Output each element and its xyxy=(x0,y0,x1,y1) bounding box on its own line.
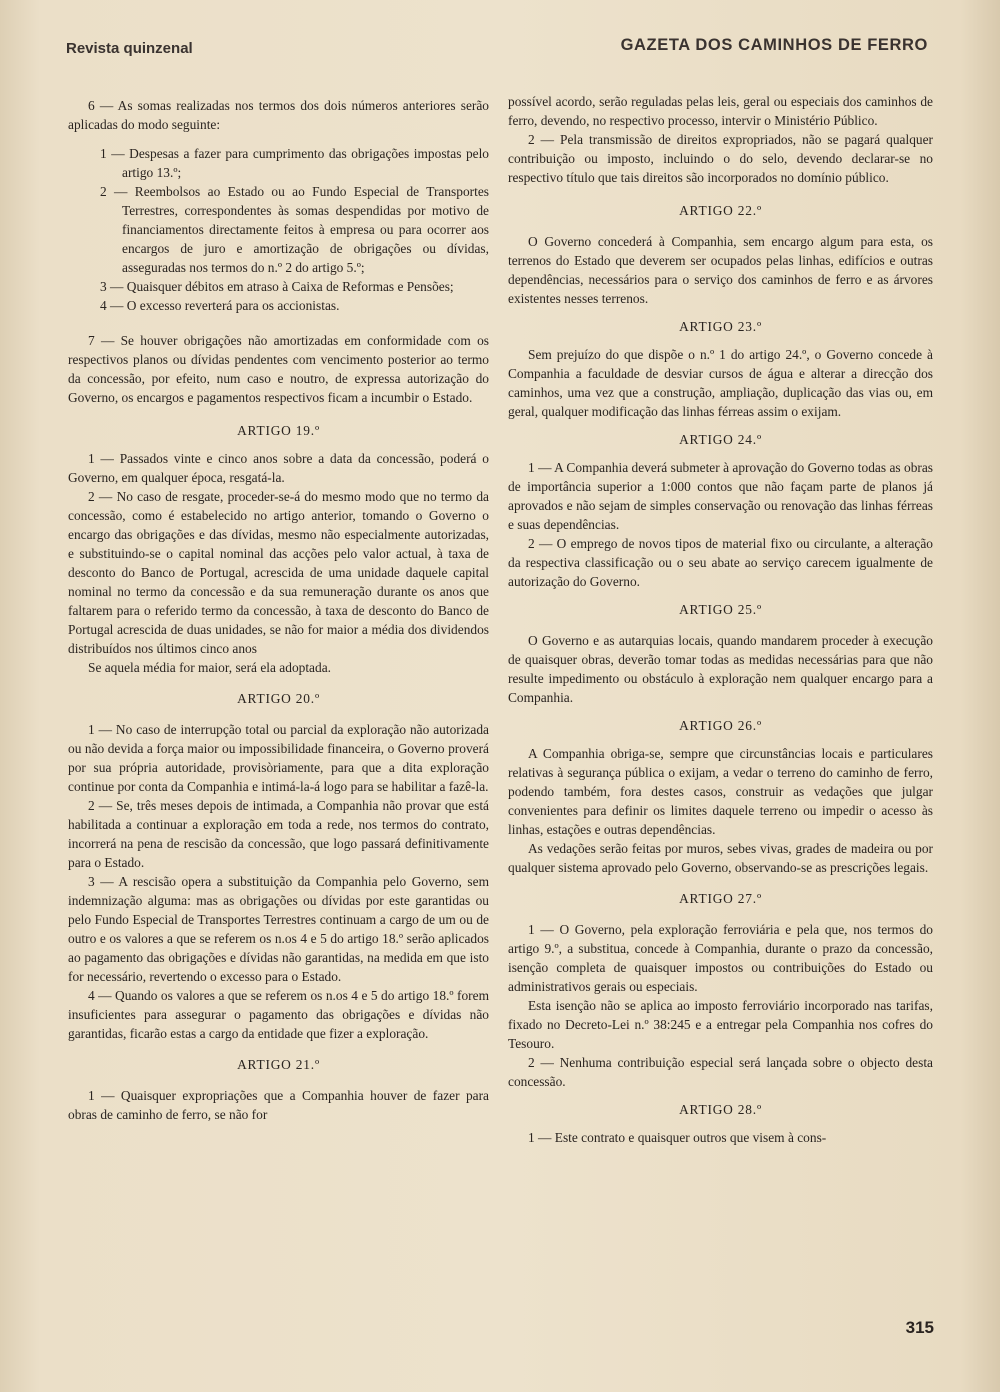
article-19-paragraph-1: 1 — Passados vinte e cinco anos sobre a data da concessão, poderá o Governo, em qualquer época, resgatá-la. xyxy=(68,451,489,485)
article-27-heading: ARTIGO 27.º xyxy=(679,891,762,906)
article-21-paragraph-1: 1 — Quaisquer expropriações que a Companhia houver de fazer para obras de caminho de ferro, se não for xyxy=(68,1088,489,1122)
paragraph-6-intro: 6 — As somas realizadas nos termos dos dois números anteriores serão aplicadas do modo seguinte: xyxy=(68,98,489,132)
article-21-paragraph-1-continued: possível acordo, serão reguladas pelas leis, geral ou especiais dos caminhos de ferro, devendo, no respectivo processo, intervir o Ministério Público. xyxy=(508,94,933,128)
right-column xyxy=(508,92,933,1147)
article-24-paragraph-1: 1 — A Companhia deverá submeter à aprovação do Governo todas as obras de importância superior a 1:000 contos que não façam parte de planos já aprovados e não sejam de simples conservação ou renovação das linhas férreas e suas dependências. xyxy=(508,460,933,532)
article-24-heading: ARTIGO 24.º xyxy=(679,432,762,447)
article-27-paragraph-1: 1 — O Governo, pela exploração ferroviária e pela que, nos termos do artigo 9.º, a substitua, concede à Companhia, durante o prazo da concessão, isenção completa de quaisquer impostos ou contribuições do Estado ou administrativos gerais ou especiais. xyxy=(508,922,933,994)
article-19-paragraph-3: Se aquela média for maior, será ela adoptada. xyxy=(88,660,331,675)
left-column xyxy=(68,96,489,1124)
article-27-paragraph-2: Esta isenção não se aplica ao imposto ferroviário incorporado nas tarifas, fixado no Decreto-Lei n.º 38:245 e a entregar pela Companhia nos cofres do Tesouro. xyxy=(508,998,933,1051)
allocation-list xyxy=(68,144,489,315)
article-28-heading: ARTIGO 28.º xyxy=(679,1102,762,1117)
article-21-paragraph-2: 2 — Pela transmissão de direitos expropriados, não se pagará qualquer contribuição ou imposto, incluindo o do selo, devendo declarar-se no respectivo título que tais direitos são incorporados no domínio público. xyxy=(508,132,933,185)
article-24-paragraph-2: 2 — O emprego de novos tipos de material fixo ou circulante, a alteração da respectiva classificação ou o seu abate ao serviço carecem igualmente de autorização do Governo. xyxy=(508,536,933,589)
article-25-paragraph-1: O Governo e as autarquias locais, quando mandarem proceder à execução de quaisquer obras, deverão tomar todas as medidas necessárias para que não resulte impedimento ou obstáculo à exploração nem qualquer encargo para a Companhia. xyxy=(508,633,933,705)
article-19-heading: ARTIGO 19.º xyxy=(237,423,320,438)
article-22-heading: ARTIGO 22.º xyxy=(679,203,762,218)
running-header-left: Revista quinzenal xyxy=(66,40,193,57)
article-26-paragraph-1: A Companhia obriga-se, sempre que circunstâncias locais e particulares relativas à segurança pública o exijam, a vedar o terreno do caminho de ferro, podendo também, fora destes casos, construir as vedações que julgar convenientes para definir os limites daquele terreno ou impedir o acesso às linhas, estações e outras dependências. xyxy=(508,746,933,837)
article-27-paragraph-3: 2 — Nenhuma contribuição especial será lançada sobre o objecto desta concessão. xyxy=(508,1055,933,1089)
article-26-paragraph-2: As vedações serão feitas por muros, sebes vivas, grades de madeira ou por qualquer sistema aprovado pelo Governo, observando-se as prescrições legais. xyxy=(508,841,933,875)
running-header-right: GAZETA DOS CAMINHOS DE FERRO xyxy=(620,36,928,54)
list-item: 3 — Quaisquer débitos em atraso à Caixa de Reformas e Pensões; xyxy=(100,279,454,294)
article-22-paragraph-1: O Governo concederá à Companhia, sem encargo algum para esta, os terrenos do Estado que deverem ser ocupados pelas linhas, edifícios e outras dependências, necessários para o serviço dos caminhos de ferro e as árvores existentes nesses terrenos. xyxy=(508,234,933,306)
article-19-paragraph-2: 2 — No caso de resgate, proceder-se-á do mesmo modo que no termo da concessão, como é estabelecido no artigo anterior, tomando o Governo o encargo das obrigações e das dívidas, mesmo não especialmente autorizadas, e substituindo-se o capital nominal das acções pelo valor actual, à taxa de desconto do Banco de Portugal, acrescida de uma unidade daquele capital nominal no termo da concessão e da sua remuneração durante os anos que faltarem para o referido termo da concessão, à taxa de desconto do Banco de Portugal acrescida de duas unidades, se não for maior a média dos dividendos distribuídos nos últimos cinco anos xyxy=(68,489,489,656)
article-20-heading: ARTIGO 20.º xyxy=(237,691,320,706)
list-item: 4 — O excesso reverterá para os accionistas. xyxy=(100,298,340,313)
list-item: 1 — Despesas a fazer para cumprimento das obrigações impostas pelo artigo 13.º; xyxy=(100,146,489,180)
list-item: 2 — Reembolsos ao Estado ou ao Fundo Especial de Transportes Terrestres, correspondentes às somas despendidas por motivo de financiamentos directamente feitos à empresa ou para ocorrer aos encargos de juro e amortização de obrigações ou dívidas, asseguradas nos termos do n.º 2 do artigo 5.º; xyxy=(100,184,489,275)
paragraph-7: 7 — Se houver obrigações não amortizadas em conformidade com os respectivos planos ou dívidas pendentes com vencimento posterior ao termo da concessão, por efeito, num caso e noutro, de expressa autorização do Governo, os encargos e pagamentos respectivos ficam a incumbir o Estado. xyxy=(68,333,489,405)
article-20-paragraph-3: 3 — A rescisão opera a substituição da Companhia pelo Governo, sem indemnização alguma: mas as obrigações ou dívidas por este garantidas ou pelo Fundo Especial de Transportes Terrestres continuam a cargo de um ou de outro e os valores a que se referem os n.os 4 e 5 do artigo 18.º serão aplicados ao pagamento das obrigações e dívidas não garantidas, na medida em que isto for necessário, revertendo o excesso para o Estado. xyxy=(68,874,489,984)
article-28-paragraph-1: 1 — Este contrato e quaisquer outros que visem à cons- xyxy=(528,1130,827,1145)
article-23-heading: ARTIGO 23.º xyxy=(679,319,762,334)
page-number: 315 xyxy=(905,1318,934,1337)
article-21-heading: ARTIGO 21.º xyxy=(237,1057,320,1072)
article-25-heading: ARTIGO 25.º xyxy=(679,602,762,617)
article-23-paragraph-1: Sem prejuízo do que dispõe o n.º 1 do artigo 24.º, o Governo concede à Companhia a faculdade de desviar cursos de água e alterar a direcção dos caminhos, uma vez que a construção, ampliação, duplicação das vias ou, em geral, qualquer modificação das linhas férreas assim o exijam. xyxy=(508,347,933,419)
article-20-paragraph-4: 4 — Quando os valores a que se referem os n.os 4 e 5 do artigo 18.º forem insuficientes para assegurar o pagamento das obrigações e dívidas não garantidas, ficarão estas a cargo da entidade que fizer a exploração. xyxy=(68,988,489,1041)
article-20-paragraph-1: 1 — No caso de interrupção total ou parcial da exploração não autorizada ou não devida a força maior ou impossibilidade financeira, o Governo proverá por sua própria autoridade, provisòriamente, para que a dita exploração continue por conta da Companhia e intimá-la-á logo para se habilitar a fazê-la. xyxy=(68,722,489,794)
article-26-heading: ARTIGO 26.º xyxy=(679,718,762,733)
article-20-paragraph-2: 2 — Se, três meses depois de intimada, a Companhia não provar que está habilitada a continuar a exploração em toda a rede, nos termos do contrato, incorrerá na pena de rescisão da concessão, que logo passará definitivamente para o Estado. xyxy=(68,798,489,870)
